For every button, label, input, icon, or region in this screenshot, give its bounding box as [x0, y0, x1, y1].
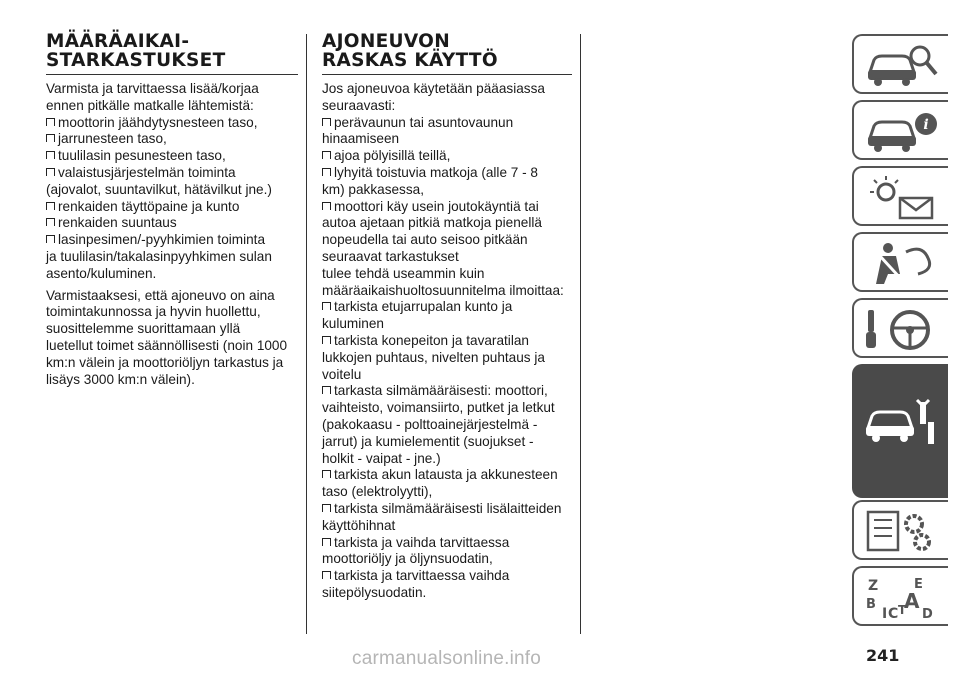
text-line	[322, 249, 572, 266]
index-letter-c: C	[888, 606, 899, 620]
bullet-item	[322, 501, 572, 518]
right-title-line-1: AJONEUVON	[322, 31, 450, 52]
line-text: tarkista ja tarvittaessa vaihda	[334, 568, 510, 584]
column-divider-right	[580, 34, 581, 634]
specs-gear-icon	[862, 508, 942, 554]
tab-car-search[interactable]	[852, 34, 948, 94]
column-divider-left	[306, 34, 307, 634]
line-text: km) pakkasessa,	[322, 181, 424, 197]
right-body-text	[322, 81, 572, 602]
text-line	[46, 338, 298, 355]
car-info-icon	[862, 108, 942, 154]
bullet-marker-icon	[322, 168, 331, 176]
text-line	[322, 585, 572, 602]
line-text: jarrut) ja kumielementit (suojukset -	[322, 433, 534, 449]
line-text: siitepölysuodatin.	[322, 584, 427, 600]
text-line	[46, 249, 298, 266]
right-title-line-2: RASKAS KÄYTTÖ	[322, 50, 498, 71]
text-line	[322, 81, 572, 98]
bullet-item	[46, 215, 298, 232]
line-text: moottorin jäähdytysnesteen taso,	[58, 114, 258, 130]
text-line	[322, 283, 572, 300]
tab-technical-data[interactable]	[852, 500, 948, 560]
bullet-marker-icon	[322, 336, 331, 344]
line-text: Varmistaaksesi, että ajoneuvo on aina	[46, 287, 275, 303]
text-line	[322, 551, 572, 568]
line-text: km:n välein ja moottoriöljyn tarkastus ja	[46, 354, 284, 370]
tab-index[interactable]	[852, 566, 948, 626]
svg-text:i: i	[923, 117, 929, 133]
line-text: kuluminen	[322, 316, 384, 332]
line-text: suosittelemme suorittamaan yllä	[46, 321, 241, 337]
bullet-marker-icon	[322, 386, 331, 394]
right-section-title	[322, 32, 572, 75]
tab-car-info[interactable]	[852, 100, 948, 160]
bullet-item	[322, 383, 572, 400]
bullet-item	[46, 232, 298, 249]
line-text: tarkista silmämääräisesti lisälaitteiden	[334, 500, 562, 516]
text-line	[46, 81, 298, 98]
line-text: hinaamiseen	[322, 131, 400, 147]
text-line	[322, 182, 572, 199]
left-title-line-1: MÄÄRÄAIKAI-	[46, 31, 190, 52]
text-line	[322, 215, 572, 232]
bullet-item	[322, 333, 572, 350]
page-number: 241	[866, 646, 900, 665]
line-text: moottori käy usein joutokäyntiä tai	[334, 198, 539, 214]
bullet-marker-icon	[46, 151, 55, 159]
text-line	[322, 434, 572, 451]
tab-starting-driving[interactable]	[852, 298, 948, 358]
text-line	[322, 400, 572, 417]
line-text: voitelu	[322, 366, 362, 382]
bullet-marker-icon	[46, 235, 55, 243]
seatbelt-airbag-icon	[862, 240, 942, 286]
alphabet-index-icon	[862, 574, 942, 620]
line-text: toimintakunnossa ja hyvin huollettu,	[46, 304, 261, 320]
index-letter-b: B	[866, 597, 876, 612]
index-letter-t: T	[898, 603, 907, 617]
line-text: määräaikaishuoltosuunnitelma ilmoittaa:	[322, 282, 564, 298]
left-body-text	[46, 81, 298, 388]
line-text: (pakokaasu - polttoainejärjestelmä -	[322, 416, 538, 432]
line-text: ennen pitkälle matkalle lähtemistä:	[46, 97, 254, 113]
line-text: renkaiden suuntaus	[58, 215, 177, 231]
bullet-item	[46, 115, 298, 132]
line-text: tarkasta silmämääräisesti: moottori,	[334, 383, 548, 399]
text-line	[322, 232, 572, 249]
text-line	[46, 372, 298, 389]
line-text: perävaunun tai asuntovaunun	[334, 114, 514, 130]
line-text: seuraavat tarkastukset	[322, 248, 459, 264]
text-line	[322, 417, 572, 434]
index-letter-e: E	[914, 577, 923, 592]
line-text: tarkista ja vaihda tarvittaessa	[334, 534, 510, 550]
line-text: Varmista ja tarvittaessa lisää/korjaa	[46, 81, 259, 96]
bullet-marker-icon	[46, 134, 55, 142]
tab-safety[interactable]	[852, 232, 948, 292]
bullet-item	[322, 199, 572, 216]
bullet-marker-icon	[46, 218, 55, 226]
line-text: nopeudella tai auto seisoo pitkään	[322, 232, 528, 248]
bullet-marker-icon	[322, 538, 331, 546]
bullet-marker-icon	[46, 202, 55, 210]
bullet-item	[322, 568, 572, 585]
line-text: vaihteisto, voimansiirto, putket ja letkut	[322, 400, 555, 416]
right-column	[322, 30, 572, 602]
line-text: tuulilasin pesunesteen taso,	[58, 148, 226, 164]
text-line	[46, 266, 298, 283]
bullet-item	[46, 131, 298, 148]
bullet-item	[322, 299, 572, 316]
bullet-item	[322, 535, 572, 552]
line-text: seuraavasti:	[322, 97, 396, 113]
bullet-marker-icon	[322, 151, 331, 159]
warning-light-message-icon	[862, 174, 942, 220]
bullet-marker-icon	[322, 202, 331, 210]
text-line	[322, 350, 572, 367]
line-text: käyttöhihnat	[322, 517, 396, 533]
bullet-marker-icon	[46, 118, 55, 126]
text-line	[322, 484, 572, 501]
text-line	[322, 266, 572, 283]
car-search-icon	[862, 42, 942, 88]
left-title-line-2: STARKASTUKSET	[46, 50, 226, 71]
text-line	[322, 518, 572, 535]
bullet-item	[46, 148, 298, 165]
watermark: carmanualsonline.info	[352, 648, 542, 669]
line-text: lasinpesimen/-pyyhkimien toiminta	[58, 232, 266, 248]
bullet-marker-icon	[322, 302, 331, 310]
bullet-marker-icon	[322, 504, 331, 512]
line-text: asento/kuluminen.	[46, 265, 157, 281]
line-text: autoa ajetaan pitkiä matkoja pienellä	[322, 215, 542, 231]
text-line	[46, 321, 298, 338]
index-letter-z: Z	[868, 578, 879, 594]
tab-warning-lights[interactable]	[852, 166, 948, 226]
line-text: tarkista akun latausta ja akkunesteen	[334, 467, 558, 483]
left-column	[46, 30, 298, 388]
car-wrench-icon	[862, 396, 942, 456]
line-text: luetellut toimet säännöllisesti (noin 1000	[46, 337, 288, 353]
bullet-item	[322, 115, 572, 132]
line-text: jarrunesteen taso,	[58, 131, 167, 147]
bullet-marker-icon	[322, 470, 331, 478]
line-text: moottoriöljy ja öljynsuodatin,	[322, 551, 493, 567]
bullet-item	[46, 165, 298, 182]
line-text: ja tuulilasin/takalasinpyyhkimen sulan	[46, 248, 272, 264]
line-text: tarkista etujarrupalan kunto ja	[334, 299, 513, 315]
line-text: tarkista konepeiton ja tavaratilan	[334, 332, 529, 348]
line-text: lyhyitä toistuvia matkoja (alle 7 - 8	[334, 164, 538, 180]
index-letter-i: I	[882, 606, 888, 620]
index-letter-a: A	[904, 589, 920, 613]
bullet-item	[322, 467, 572, 484]
index-letter-d: D	[922, 607, 933, 620]
line-text: holkit - vaipat - jne.)	[322, 450, 441, 466]
line-text: lisäys 3000 km:n välein).	[46, 371, 195, 387]
text-line	[322, 451, 572, 468]
line-text: renkaiden täyttöpaine ja kunto	[58, 198, 240, 214]
left-section-title	[46, 32, 298, 75]
line-text: lukkojen puhtaus, nivelten puhtaus ja	[322, 349, 545, 365]
bullet-marker-icon	[46, 168, 55, 176]
text-line	[322, 131, 572, 148]
line-text: ajoa pölyisillä teillä,	[334, 148, 451, 164]
line-text: Jos ajoneuvoa käytetään pääasiassa	[322, 81, 545, 96]
line-text: (ajovalot, suuntavilkut, hätävilkut jne.)	[46, 181, 272, 197]
bullet-item	[322, 165, 572, 182]
tab-maintenance[interactable]	[852, 364, 948, 498]
bullet-marker-icon	[322, 118, 331, 126]
text-line	[322, 316, 572, 333]
text-line	[46, 288, 298, 305]
text-line	[322, 98, 572, 115]
bullet-item	[322, 148, 572, 165]
text-line	[46, 182, 298, 199]
line-text: taso (elektrolyytti),	[322, 484, 433, 500]
bullet-item	[46, 199, 298, 216]
text-line	[46, 355, 298, 372]
line-text: valaistusjärjestelmän toiminta	[58, 164, 236, 180]
text-line	[322, 367, 572, 384]
text-line	[46, 98, 298, 115]
bullet-marker-icon	[322, 571, 331, 579]
text-line	[46, 304, 298, 321]
key-steering-wheel-icon	[862, 306, 942, 352]
line-text: tulee tehdä useammin kuin	[322, 265, 485, 281]
